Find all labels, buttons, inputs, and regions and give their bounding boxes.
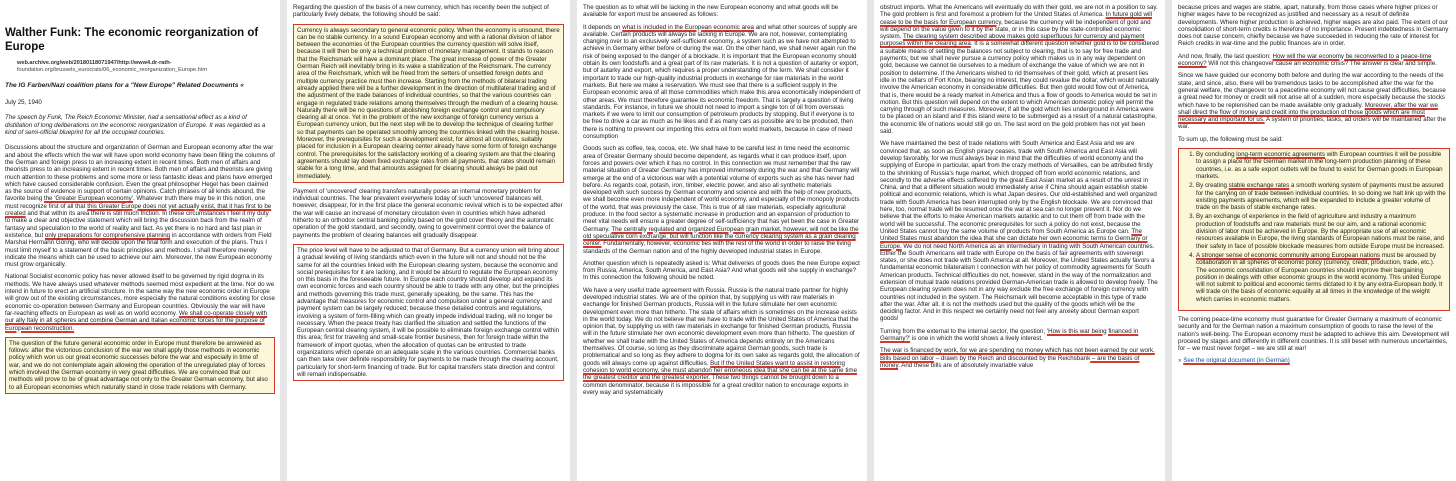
underlined-phrase: only preparations for comprehensive planning	[44, 231, 171, 239]
paragraph: We have a very useful trade agreement with Russia. Russia is the natural trade partner for highly developed industrial states. We are of the opinion that, by supplying us with raw materials in exchange for finished German products, Russia will in the future stimulate her own economic development even more than hitherto. The state of affairs which is sometimes on the increase exists in the world today. We do not believe that we have to trade with the United States of America that the opinion that, by supplying us with raw materials in exchange for finished German products, Russia will in the future stimulate her own economic development even more than hitherto. The question of whether we shall trade with the United States of America depends entirely on the Americans themselves. Of course, so long as they discriminate against German goods, such trade is problematical and so long as they adhere to dogma for its own sake as regards gold, the allocation of goods will always come up against difficulties. But if the United States want to assist in restoring cohesion to world economy, she must abandon her erroneous idea that she can be at the same time the greatest creditor and the greatest exporter. These two things cannot be brought down to a common denominator, because it is impossible for a great creditor nation to encourage exports in every way and systematically	[583, 286, 860, 396]
list-item: 2. By creating stable exchange rates a smooth working system of payments must be assured for the carrying on of trade between individual countries. In so doing we halt link up with the existing payments agreements, which will be expanded to include a greater volume of trade on the basis of stable exchange rates.	[1196, 182, 1446, 211]
underlined-phrase: what is included in the European economic area	[622, 23, 754, 31]
link-bullet: »	[1178, 357, 1182, 365]
paragraph: And now, finally, the last question: How will the war economy be reconverted to a peace-time economy? Will not this changeover cause an economic crisis? The answer is clear and simple.	[1178, 52, 1437, 68]
paragraph: Another question which is repeatedly asked is: What deliveries of goods does the new Europe expect from Russia, America, South America, and East Asia? And what goods will she supply in exchange? In this connection the following should be noted.	[583, 259, 860, 282]
underlined-phrase: 'How is this war being financed in Germany?'	[880, 327, 1139, 343]
underlined-phrase: How will the war economy be reconverted to a peace-time economy?	[1178, 52, 1432, 68]
highlighted-box: The question of the future general economic order in Europe must therefore be answered as follows: after the victorious conclusion of the war we shall apply those methods in economic policy which won us our great economic successes before the war and especially in time of war, and we do not contemplate again allowing the operation of the unregulated play of forces which involved the German economy in very great difficulties. We are convinced that our methods will prove to be of great advantage not only to the Greater German economy, but also to all European economies which naturally stand in close trade relations with Germany.	[5, 337, 275, 394]
underlined-phrase: Bills based on labor	[880, 354, 935, 362]
url-line-2[interactable]: foundation.org/brussels_eurocrats/06_economic_reorganization_Europe.htm	[17, 66, 207, 73]
underlined-phrase: The war is financed by work, for we are spending no money which has not been earned by our work.	[880, 347, 1155, 355]
paragraph: We have maintained the best of trade relations with South America and East Asia and we are convinced that, as soon as English piracy ceases, trade with South America and East Asia will develop favorably, for we must always bear in mind that the difficulties of world economy and the supplying of Europe in particular, apart from the crazy methods of Versailles, can be attributed firstly to the shrinking of Russia's huge market, which dropped off from world economic relations, and secondly to the adverse effects suffered by the great East Asian market as a result of the unrest in China, and that a different situation would immediately arise if China should again establish stable political and economic relations, which is what Japan desires. Our old-established and well organized trade with South America has been interrupted only by the English blockade. We are convinced that here, too, normal trade will be resumed once the war at sea can no longer prevent it. Nor do we believe that the efforts to make American markets autarkic and to cut them off from trade with the world will be successful. The economic prerequisites for such a policy do not exist, because the United States cannot buy the same volume of products from South America as Europe can. The United States must abandon the idea that she can dictate her own economic terms to Germany or Europe. We do not need North America as an intermediary in trading with South American countries. Either the South Americans will trade with Europe on the basis of fair agreements with sovereign states, or she does not trade with South America at all. Moreover, the United States actually favors a fundamental economic bilateralism I connection with her policy of commodity agreements for South American products. Technical difficulties do not, however, stand in the way of the normalization and extension of mutual trade relations provided German-American trade is allowed to develop freely. The European clearing system does not in any way exclude the free exchange of foreign currency with countries not included in the system. The Reichsmark will become acceptable in this type of trade after the war. After all, it is not the methods used but the quality of the goods which will be the deciding factor. And in this respect we certainly need not feel any anxiety about German export goods!	[880, 140, 1158, 323]
paragraph: Regarding the question of the basis of a new currency, which has recently been the subject of particularly lively debate, the following should be said:	[293, 4, 549, 19]
page-4	[874, 0, 1165, 481]
underlined-phrase: The clearing system described above makes gold superfluous for currency and payment purposes within the clearing area	[880, 33, 1145, 48]
paragraph: The war is financed by work, for we are spending no money which has not been earned by our work. Bills based on labor – drawn by the Reich and discounted by the Reichsbank – are the basis of money. And these bills are of absolutely invariable value	[880, 347, 1155, 369]
underlined-phrase: But if the United States want to assist in restoring cohesion to world economy, she must abandon her erroneous idea that she can be at the same time the greatest creditor and the greatest exporter.	[583, 359, 858, 382]
underlined-phrase: In future gold will cease to be the basis for European currency	[880, 11, 1153, 26]
source-url[interactable]	[5, 60, 275, 73]
paragraph: National Socialist economic policy has never allowed itself to be governed by rigid dogma in its methods. We have always used whatever methods seemed most expedient at the time. Nor do we intend in future to erect an artificial structure. In the same way the new economic order in Europe will grow out of the existing circumstances, more especially the natural conditions existing for close economic co-operation between Germany and European countries. Obviously the war will have far-reaching effects on European as well as on world economy. We shall co-operate closely with our ally Italy in all spheres and combine German and Italian economic forces for the purpose of European reconstruction.	[5, 273, 275, 332]
closing-paragraph: The coming peace-time economy must guarantee for Greater Germany a maximum of economic security and for the German nation a maximum consumption of goods to raise the level of the nation's well-being. The European economy must be adapted to achieve this aim. Development will proceed by stages and differently in different countries. It is still beset with numerous uncertainties, for – we must never forget – we are still at war!	[1178, 315, 1450, 353]
summary-box	[1178, 148, 1450, 311]
paragraph: Turning from the external to the internal sector, the question, 'How is this war being financed in Germany?' is one in which the world shows a lively interest.	[880, 327, 1139, 343]
underlined-phrase: Moreover, after the war we shall direct the flow of money and credit into the production of those goods which are most necessary and important for us.	[1178, 101, 1438, 124]
paragraph: Discussions about the structure and organization of German and European economy after the war and about the effects which the war will have upon world economy have been filling the columns of the German and foreign press to an increasing extent in recent times. Both men of affairs and theorists press to an increasing extent in recent times. Both men of affairs and theorists are giving much attention to these problems and some more or less fantastic ideas and plans have emerged which have caused considerable confusion. Even the great philosopher Hegel has been claimed as the source of evidence in support of certain opinions. Catch phrases of all kinds abound, the favorite being the 'Greater European economy'. Whatever truth there may be in this notion, one must recognize first of all that this Greater Europe does not yet actually exist, that it has first to be created and that within its area there is still much friction. In these circumstances I feel it my duty to make a clear and objective statement which will bring the discussion back from the realm of fantasy and speculation to the world of reality and fact. As yet there is no hard and fast plan in existence, but only preparations for comprehensive planning in accordance with orders from Field Marshal Hermann Göring, who will decide upon the final form and execution of the plans. Thus I must limit myself to a statement of the basic principles and methods. I shall therefore merely indicate the means which can be used to achieve our aim. Moreover, the new European economy must grow organically.	[5, 144, 275, 269]
underlined-phrase: We shall co-operate closely with our ally Italy in all spheres and combine German and Italian economic forces for the purpose of European reconstruction.	[5, 309, 268, 332]
list-item: 1. By concluding long-term economic agreements with European countries it will be possible to assign a place for the German market in the long-term production planning of these countries, i.e. as a safe export outlets will be found to exist for German goods in European markets.	[1196, 151, 1446, 180]
url-line-1[interactable]: web.archive.org/web/20180118071947/http://www4.dr-rath-	[17, 60, 172, 66]
intro-paragraph: The speech by Funk, The Reich Economic Minister, had a sensational effect as a kind of distillation of long deliberations on the economic reorganization of Europe. It was regarded as a kind of semi-official blueprint for all the occupied countries.	[5, 114, 266, 137]
paragraph: The question as to what will be lacking in the new European economy and what goods will be available for export must be answered as follows:	[583, 4, 839, 19]
paragraph: It depends on what is included in the European economic area and what other sources of supply are available. Certain products will always be lacking in Europe. We are not, however, contemplating changing over to an exclusively self-sufficient economy, a system such as we have not attempted to achieve in Germany either before or during the war. On the other hand, we shall never again run the risk of being exposed to the danger of a blockade. It is important that the European economy should obtain its own foodstuffs and a great part of its raw materials. It is not a question of autarky or export, but of autarky and export, which requires a proper understanding of the term. We shall consider it important to trade our high-quality industrial products in exchange for raw materials in the world markets. But here we make a reservation. We must see that there is a sufficient supply in the European economic area of all those commodities which make this area economically independent of other areas. We must therefore guarantee its economic freedom. That is largely a question of living standards. For instance, in future we should not need to import a single ton of oil from overseas markets if we were to limit our consumption of petroleum products by stopping. But if everyone is to be free to drive a car as much as he likes and if as many cars as possible are to be produced, then there is nothing to prevent our importing this extra oil from world markets, because in case of need consumption	[583, 23, 861, 141]
page-5	[1172, 0, 1456, 481]
page-title: Walther Funk: The economic reorganization of Europe	[5, 27, 259, 53]
page-2	[287, 0, 570, 481]
related-documents-heading[interactable]: The IG Farben/Nazi coalition plans for a "New Europe" Related Documents «	[5, 82, 244, 90]
underlined-phrase: – are the basis of money	[880, 354, 1140, 369]
list-item: 3. By an exchange of experience in the field of agriculture and industry a maximum production of foodstuffs and raw materials must be our aim, and a rational economic division of labor must be achieved in Europe. By the appropriate use of all economic resources available in Europe, the living standards of European nations must be raise, and their safety in face of possible blockade measures from outside Europe must be increased.	[1196, 213, 1446, 249]
page-3	[577, 0, 867, 481]
underlined-phrase: the 'Greater European economy'	[43, 195, 133, 203]
speech-date: July 25, 1940	[5, 99, 42, 107]
underlined-phrase: The United States must abandon the idea that she can dictate her own economic terms to Germany or Europe.	[880, 227, 1148, 250]
outlined-box: The price level will have to be adjusted to that of Germany. But a currency union will bring about a gradual leveling of living standards which even in the future will not and should not be the same for all the countries linked with the European clearing system, because the economic and social prerequisites for it are lacking, and it would be absurd to regulate the European economy on this basis in the foreseeable future. In Europe each country should develop and expand its own economic forces and each country should be able to trade with any other, but the principles and methods governing this trade must, generally speaking, be the same. This has the advantage that measures for economic control and compulsion under a general currency and payment system can be largely reduced; because these detailed controls and regulations, involving a system of form-filling which can greatly impede individual trading, will no longer be necessary. When the peace treaty has clarified the situation and settled the functions of the European central clearing system, it will be possible to eliminate foreign exchange control within this area; first for traveling and small-scale frontier business, then for foreign trade within the framework of import quotas, when the allocation of quotas can be entrusted to trade organizations which operate on an adequate scale in the various countries. Commercial banks can then take over definite responsibility for payments to be made through the clearing account, particularly for short-term financing of trade. But for capital transfers state direction and control will remain indispensable.	[293, 244, 564, 381]
paragraph: obstruct imports. What the Americans will eventually do with their gold, we are not in a position to say. The gold problem is first and foremost a problem for the United States of America. In future gold will cease to be the basis for European currency, because the currency will be independent of gold and will depend on the value given to it by the state, or in this case by the state-controlled economic system. The clearing system described above makes gold superfluous for currency and payment purposes within the clearing area. It is a somewhat different question whether gold is to be considered a suitable means of settling the balances not subject to clearing, that is to say for free trade and payments; but we shall never pursue a currency policy which makes us in any way dependent on gold, because we cannot tie ourselves to a medium of exchange the value of which we are not in position to determine. If the Americans wished to rid themselves of their gold, which at present lies idle in the cellars of Fort Knox, bearing no interest, they could revalue the dollar, which would naturally involve the American economy in considerable difficulties. But then gold would flow out of America, that is, there would be a ready market in America and thus a flow of goods to America would be set in motion. But this question will depend on the extent to which American domestic policy will permit the carrying through of such measures. Moreover, if all the gold which lies underground in America were to be placed on an island and if this island were to be submerged as a result of a natural catastrophe, the economic life of nations would still go on. The last word on the gold problem has not yet been said.	[880, 4, 1159, 136]
paragraph: Goods such as coffee, tea, cocoa, etc. We shall have to be careful lest in time need the economic area of Greater Germany should become dependent, as regards what it can produce itself, upon forces and powers over which it has no control. In this connection we must remember that the raw material situation of Greater Germany has improved immensely during the war and that Germany will emerge at the end of a victorious war with a potential volume of exports such as she has never had before. As regards coal, potash, iron, timber, electric power, and also all synthetic materials developed with such success by German economy and science and with the help of new products, we shall become even more independent of world economy, and especially of the monopoly products of the world, that was previously the case. This is true of all raw materials, especially agricultural produce. In the food sector a systematic increase in production and an expansion of production to meet vital needs will ensure a greater degree of self-sufficiency that has yet been the case in Greater Germany. The centrally regulated and organized European grain market, however, will not be like the old speculative corn exchange, but will function like the currency clearing system as a grain clearing center. Fundamentally, however, economic ties with the rest of the world in order to raise the living standards of the German nation and of the highly developed industrial states in Europe.	[583, 145, 860, 255]
paragraph: Since we have guided our economy both before and during the war according to the needs of the state, and since, also, there will be tremendous tasks to be accomplished after the war for the general welfare, the changeover to a peacetime economy will not cause great difficulties, because a great need for money or credit will not arise all of a sudden, more especially because the stocks which have to be replenished can be made available only gradually. Moreover, after the war we shall direct the flow of money and credit into the production of those goods which are most necessary and important for us. A system of priorities, tasks, ad orders will be maintained after the war.	[1178, 72, 1446, 131]
page-1	[0, 0, 280, 481]
underlined-phrase: this Greater Europe does not yet actually exist, that it has first to be created	[5, 202, 272, 218]
paragraph: because prices and wages are stable, apart, naturally, from those cases where higher prices or higher wages have to be recognized as justified and necessary as a result of definite developments. Where higher production is achieved, higher wages are also paid. The extent of our consolidation of short-term credits is therefore of no importance. Present indebtedness in Germany does not cause concern, chiefly because we have succeeded in reducing the rate of interest for Reich credits in war-time and the public finances are in order.	[1178, 4, 1449, 48]
original-document-link[interactable]	[1178, 357, 1450, 364]
summary-list	[1182, 151, 1446, 303]
list-item: 4. A stronger sense of economic community among European nations must be aroused by collaboration in all spheres of economic policy (currency, credit, production, trade, etc.). The economic consolidation of European countries should improve their bargaining position in dealings with other economic groups in the world economy. This united Europe will not submit to political and economic terms dictated to it by any extra-European body. It will trade on the basis of economic equality at all times in the knowledge of the weight which carries in economic matters.	[1196, 252, 1446, 303]
underlined-phrase: The centrally regulated and organized European grain market, however, will not be like the old speculative corn exchange, but will function like the currency clearing system as a grain clearing center.	[583, 225, 859, 248]
paragraph: Payment of 'uncovered' clearing transfers naturally poses an internal monetary problem for individual countries. The fear prevalent everywhere today of such 'uncovered' balances will, however, disappear, for in the first place the general economic revival which is to be expected after the war will cause an increase of monetary circulation even in countries which have adhered hitherto to an orthodox central banking policy based on the gold cover theory and the automatic operation of the gold standard, and secondly, owing to government control over the balance of payments the problem of clearing balances will gradually disappear.	[293, 187, 563, 239]
link-text[interactable]: See the original document (in German)	[1183, 357, 1290, 365]
highlighted-box: Currency is always secondary to general economic policy. When the economy is unsound, there can be no stable currency. In a sound European economy and with a rational division of labor between the economies of the European countries the currency question will solve itself, because it will then be only a technical problem of monetary management. It stands to reason that the Reichsmark will have a dominant place. The great increase of power of the Greater German Reich will inevitably bring in its wake a stabilization of the Reichsmark. The currency area of the Reichsmark, which will be freed from the setters of unsettled foreign debts and multiple currency practice must then increase. Starting from the methods of bilateral trading already applied there will be a further development in the direction of multilateral trading and of the adjustment of the trade balances of individual countries, so that the various countries can engage in regulated trade relations among themselves through the medium of a clearing house. Naturally there will be no questions of abolishing foreign exchange control and compulsory clearing all at once. Yet in the problem of the new exchange of foreign currency versus a European currency union, but the next step will be to develop the technique of clearing further so that payments can be operated smoothly among the countries linked with the clearing house. Moreover, the prerequisites for such a development exist, for almost all countries, suitably placed for inclusion in a European clearing center already have some form of foreign exchange control. The prerequisites for the satisfactory working of a clearing system are that the clearing agreements should lay down fixed exchange rates from all payments, that rates should remain stable for a long time, and that amounts assigned for clearing should always be paid out immediately.	[293, 24, 564, 183]
list-intro: To sum up, the following must be said:	[1178, 135, 1283, 143]
